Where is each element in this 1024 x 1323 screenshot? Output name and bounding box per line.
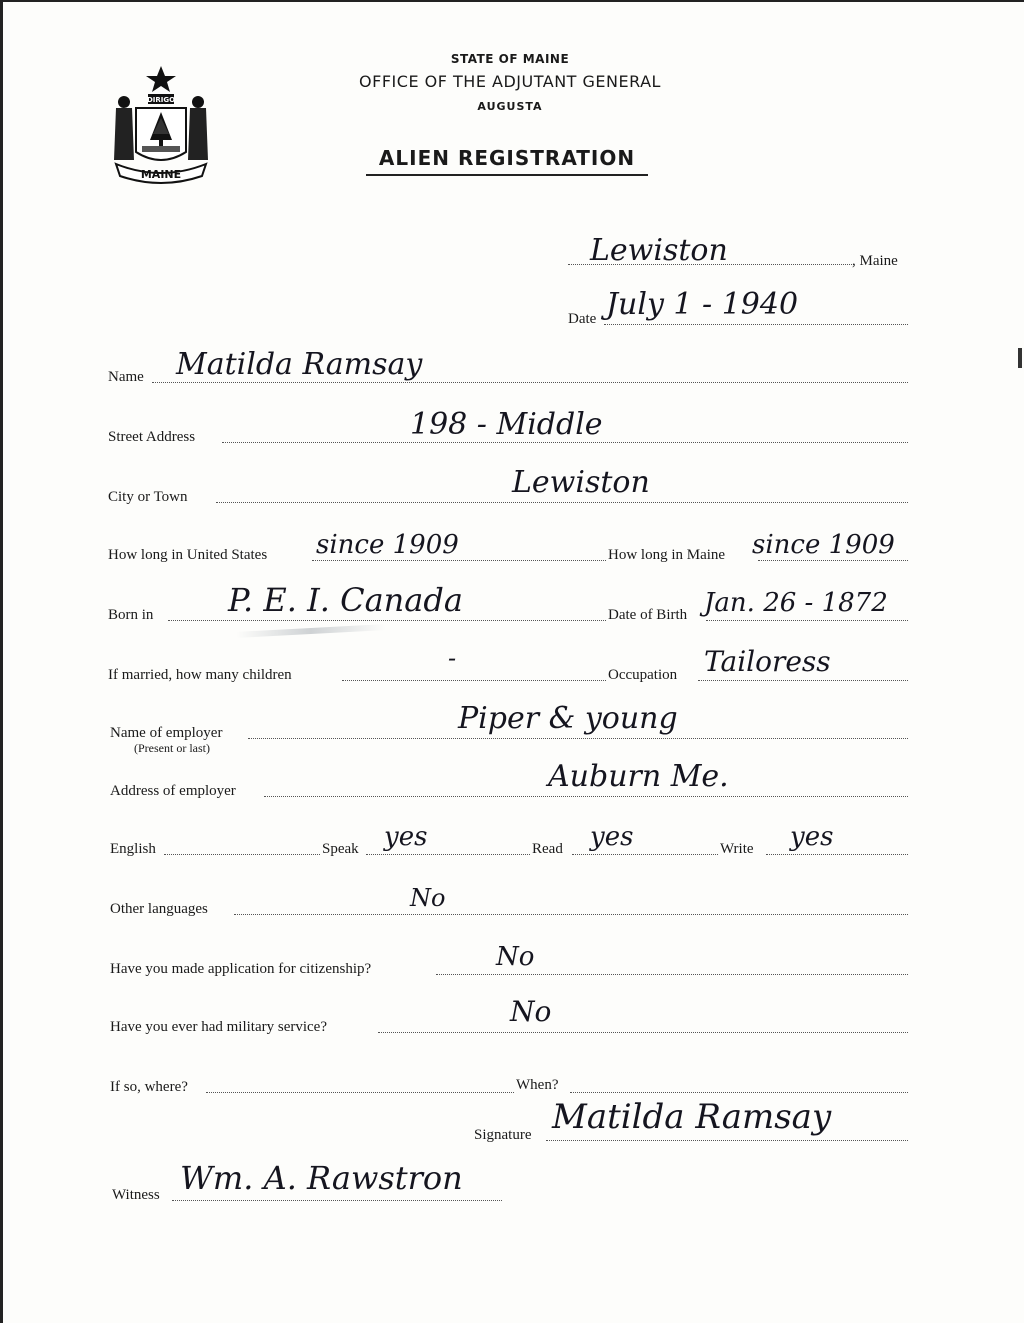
citizenship-label: Have you made application for citizenship? (110, 961, 372, 977)
speak-line (366, 854, 530, 855)
other-languages-label: Other languages (110, 901, 208, 917)
name-label: Name (108, 369, 144, 385)
state-of-maine-seal (106, 60, 216, 190)
how-long-maine-label: How long in Maine (608, 547, 726, 563)
write-label: Write (720, 841, 754, 857)
read-value: yes (590, 822, 634, 852)
how-long-us-value: since 1909 (316, 530, 459, 560)
born-in-value: P. E. I. Canada (228, 581, 463, 619)
other-languages-line (234, 914, 908, 915)
scan-mark (1018, 348, 1022, 368)
date-line (604, 324, 908, 325)
dob-label: Date of Birth (608, 607, 688, 623)
witness-value: Wm. A. Rawstron (180, 1159, 463, 1197)
header-office: OFFICE OF THE ADJUTANT GENERAL (359, 72, 661, 91)
employer-line (248, 738, 908, 739)
scan-edge-top (0, 0, 1024, 2)
how-long-us-label: How long in United States (108, 547, 268, 563)
city-label: City or Town (108, 489, 188, 505)
how-long-us-line (312, 560, 606, 561)
town-value: Lewiston (590, 233, 728, 268)
occupation-value: Tailoress (704, 645, 831, 678)
header-city: AUGUSTA (477, 100, 543, 113)
when-line (570, 1092, 908, 1093)
date-value: July 1 - 1940 (606, 287, 799, 322)
english-line (164, 854, 320, 855)
children-value: - (448, 644, 457, 672)
english-label: English (110, 841, 156, 857)
employer-sub-label: (Present or last) (134, 741, 210, 755)
signature-label: Signature (474, 1127, 532, 1143)
how-long-maine-value: since 1909 (752, 530, 895, 560)
children-label: If married, how many children (108, 667, 292, 683)
citizenship-value: No (496, 942, 535, 972)
street-label: Street Address (108, 429, 196, 445)
seal-banner: MAINE (140, 168, 182, 181)
scan-edge-left (0, 0, 3, 1323)
write-line (766, 854, 908, 855)
speak-value: yes (384, 822, 428, 852)
occupation-line (698, 680, 908, 681)
employer-label: Name of employer (110, 725, 223, 741)
when-label: When? (516, 1077, 559, 1093)
employer-address-label: Address of employer (110, 783, 236, 799)
where-line (206, 1092, 514, 1093)
military-value: No (510, 995, 552, 1028)
how-long-maine-line (758, 560, 908, 561)
children-line (342, 680, 606, 681)
employer-value: Piper & young (458, 701, 678, 736)
witness-line (172, 1200, 502, 1201)
dob-value: Jan. 26 - 1872 (704, 588, 888, 618)
where-label: If so, where? (110, 1079, 188, 1095)
city-value: Lewiston (512, 465, 650, 500)
city-line (216, 502, 908, 503)
employer-address-value: Auburn Me. (548, 759, 729, 794)
witness-label: Witness (112, 1187, 160, 1203)
employer-address-line (264, 796, 908, 797)
write-value: yes (790, 822, 834, 852)
military-label: Have you ever had military service? (110, 1019, 327, 1035)
maine-suffix: , Maine (852, 253, 898, 269)
military-line (378, 1032, 908, 1033)
seal-motto: DIRIGO (146, 96, 176, 104)
street-line (222, 442, 908, 443)
name-value: Matilda Ramsay (176, 347, 423, 382)
read-line (572, 854, 718, 855)
other-languages-value: No (410, 884, 446, 912)
signature-value: Matilda Ramsay (552, 1097, 832, 1137)
street-value: 198 - Middle (410, 407, 603, 442)
form-title: ALIEN REGISTRATION (366, 146, 648, 176)
speak-label: Speak (322, 841, 359, 857)
date-label: Date (568, 311, 597, 327)
born-in-line (168, 620, 606, 621)
citizenship-line (436, 974, 908, 975)
read-label: Read (532, 841, 563, 857)
dob-line (706, 620, 908, 621)
header-state: STATE OF MAINE (450, 52, 570, 66)
name-line (152, 382, 908, 383)
signature-line (546, 1140, 908, 1141)
occupation-label: Occupation (608, 667, 678, 683)
ink-smudge (236, 624, 386, 638)
born-in-label: Born in (108, 607, 154, 623)
